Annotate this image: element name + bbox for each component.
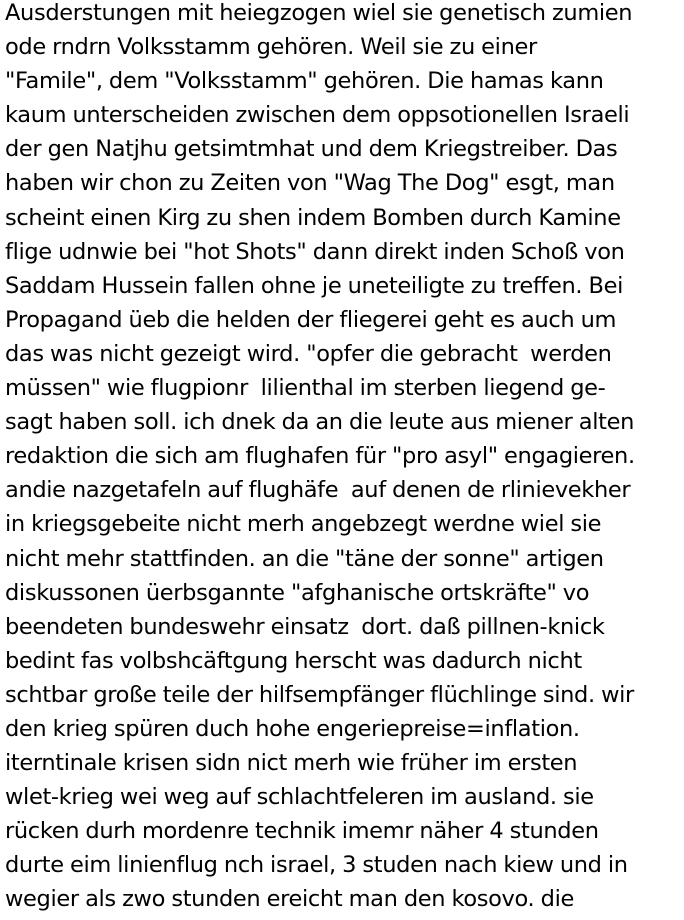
- text-line: nicht mehr stattfinden. an die "täne der sonne" artigen: [5, 545, 604, 572]
- text-line: rücken durh mordenre technik imemr näher 4 stunden: [5, 818, 599, 845]
- text-line: haben wir chon zu Zeiten von "Wag The Dog" esgt, man: [5, 170, 615, 197]
- body-text: [5, 0, 683, 917]
- text-line: in kriegsgebeite nicht merh angebzegt werdne wiel sie: [5, 511, 602, 538]
- text-line: das was nicht gezeigt wird. "opfer die gebracht werden: [5, 340, 612, 367]
- text-line: sagt haben soll. ich dnek da an die leute aus miener alten: [5, 409, 634, 436]
- text-line: iterntinale krisen sidn nict merh wie früher im ersten: [5, 750, 578, 777]
- text-line: Propagand üeb die helden der fliegerei geht es auch um: [5, 306, 617, 333]
- text-line: andie nazgetafeln auf flughäfe auf denen de rlinievekher: [5, 477, 631, 504]
- text-line: "Famile", dem "Volksstamm" gehören. Die hamas kann: [5, 68, 604, 95]
- text-line: wegier als zwo stunden ereicht man den kosovo. die: [5, 886, 574, 913]
- text-line: schtbar große teile der hilfsempfänger flüchlinge sind. wir: [5, 681, 634, 708]
- text-line: kaum unterscheiden zwischen dem oppsotionellen Israeli: [5, 102, 630, 129]
- text-line: ode rndrn Volksstamm gehören. Weil sie zu einer: [5, 34, 537, 61]
- text-line: den krieg spüren duch hohe engeriepreise=inflation.: [5, 715, 580, 742]
- text-line: wlet-krieg wei weg auf schlachtfeleren im ausland. sie: [5, 784, 594, 811]
- text-line: redaktion die sich am flughafen für "pro asyl" engagieren.: [5, 443, 635, 470]
- text-line: müssen" wie flugpionr lilienthal im sterben liegend ge-: [5, 375, 606, 402]
- text-line: beendeten bundeswehr einsatz dort. daß pillnen-knick: [5, 613, 605, 640]
- text-line: diskussonen üerbsgannte "afghanische ortskräfte" vo: [5, 579, 590, 606]
- text-line: durte eim linienflug nch israel, 3 studen nach kiew und in: [5, 852, 628, 879]
- text-line: Ausderstungen mit heiegzogen wiel sie genetisch zumien: [5, 0, 633, 26]
- text-line: Saddam Hussein fallen ohne je uneteiligte zu treffen. Bei: [5, 272, 623, 299]
- text-line: flige udnwie bei "hot Shots" dann direkt inden Schoß von: [5, 238, 625, 265]
- text-line: der gen Natjhu getsimtmhat und dem Kriegstreiber. Das: [5, 136, 618, 163]
- text-line: bedint fas volbshcäftgung herscht was dadurch nicht: [5, 647, 582, 674]
- text-line: scheint einen Kirg zu shen indem Bomben durch Kamine: [5, 204, 621, 231]
